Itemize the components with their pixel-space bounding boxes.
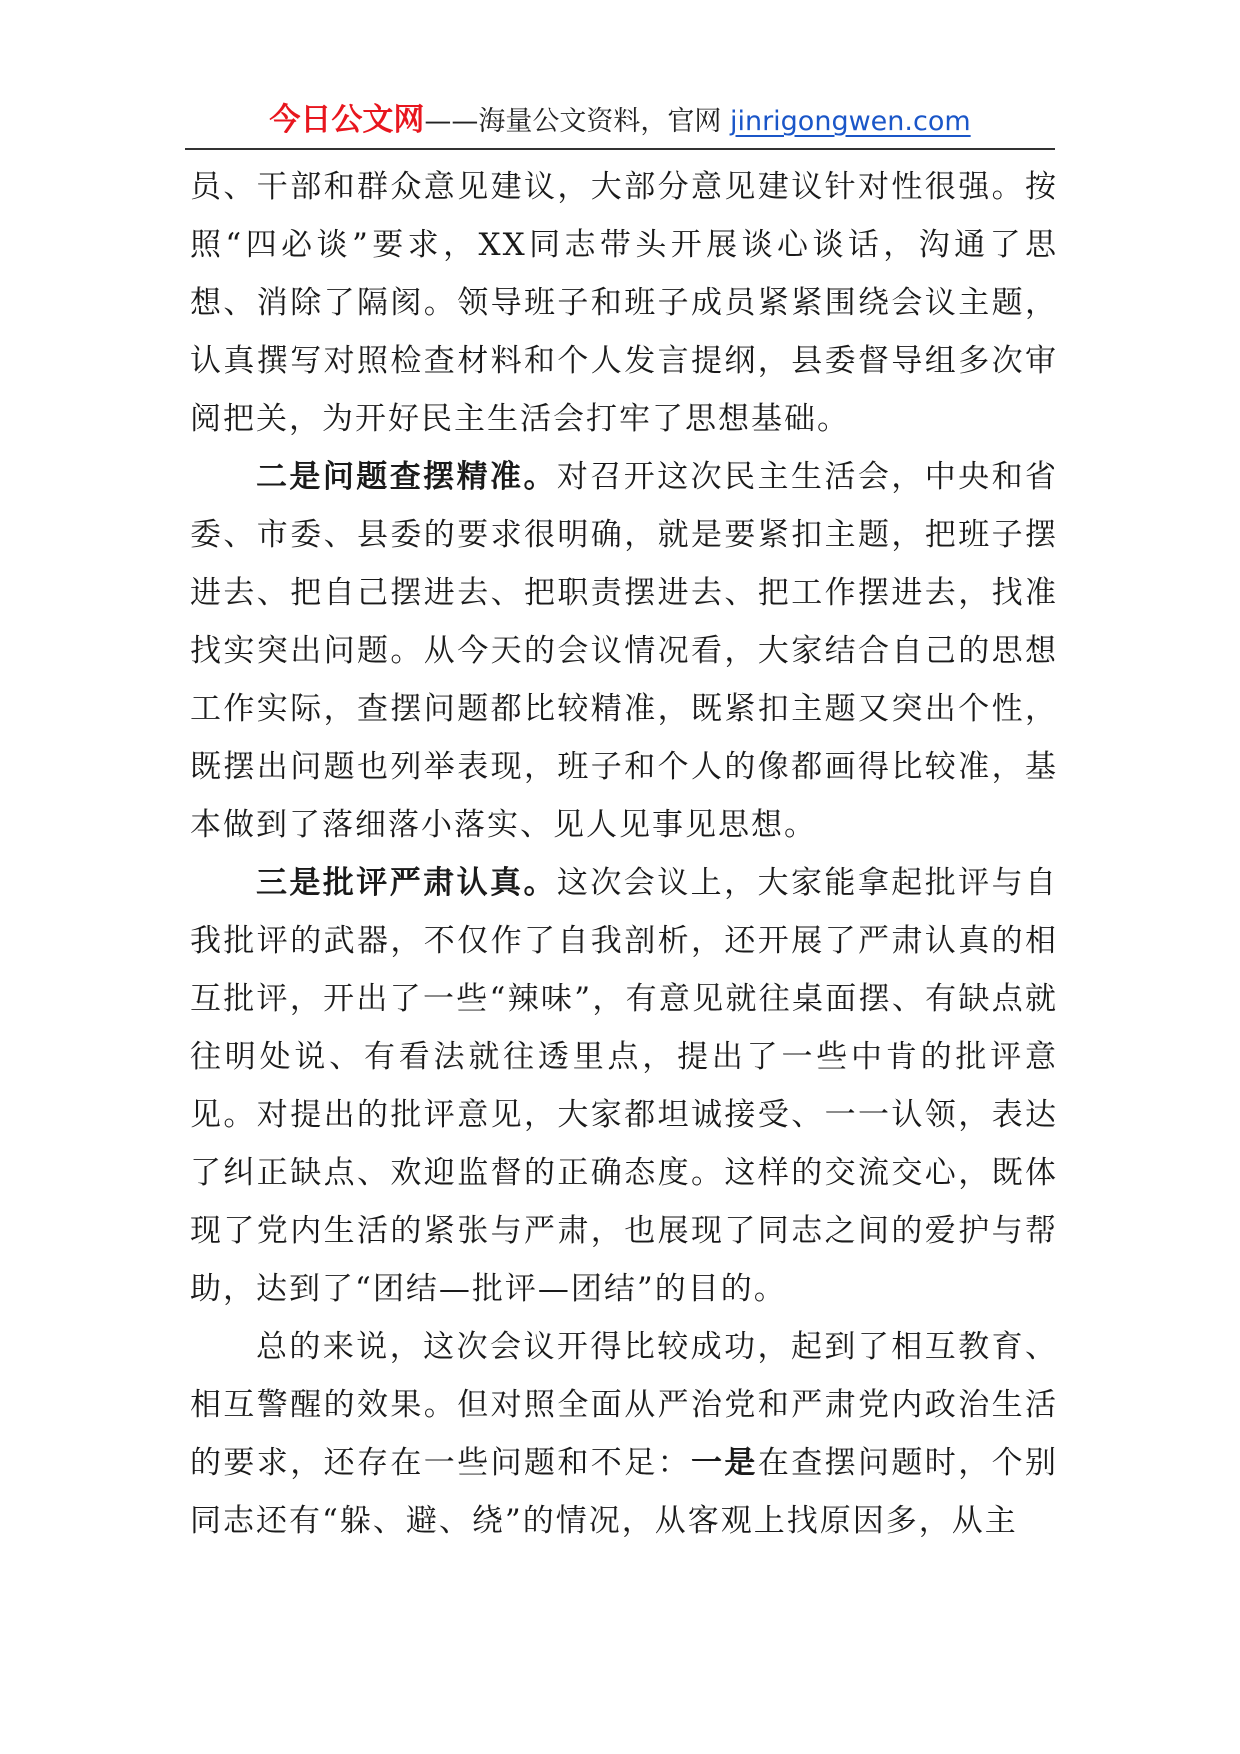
paragraph-lead: 二是问题查摆精准。: [256, 459, 557, 495]
paragraph-4: [190, 1318, 1058, 1550]
page-header: [0, 100, 1240, 142]
document-body: [190, 158, 1058, 1550]
brand-name: 今日公文网: [269, 102, 425, 138]
paragraph-text: 这次会议上，大家能拿起批评与自我批评的武器，不仅作了自我剖析，还开展了严肃认真的相互批评，开出了一些“辣味”，有意见就往桌面摆、有缺点就往明处说、有看法就往透里点，提出了一些中肯的批评意见。对提出的批评意见，大家都坦诚接受、一一认领，表达了纠正缺点、欢迎监督的正确态度。这样的交流交心，既体现了党内生活的紧张与严肃，也展现了同志之间的爱护与帮助，达到了“团结—批评—团结”的目的。: [190, 865, 1059, 1307]
paragraph-text: 总的来说，这次会议开得比较成功，起到了相互教育、相互警醒的效果。但对照全面从严治党和严肃党内政治生活的要求，还存在一些问题和不足：: [190, 1329, 1058, 1481]
paragraph-lead: 三是批评严肃认真。: [256, 865, 557, 901]
paragraph-text: 员、干部和群众意见建议，大部分意见建议针对性很强。按照“四必谈”要求，XX同志带头开展谈心谈话，沟通了思想、消除了隔阂。领导班子和班子成员紧紧围绕会议主题，认真撰写对照检查材料和个人发言提纲，县委督导组多次审阅把关，为开好民主生活会打牢了思想基础。: [190, 169, 1058, 437]
paragraph-text: 对召开这次民主生活会，中央和省委、市委、县委的要求很明确，就是要紧扣主题，把班子摆进去、把自己摆进去、把职责摆进去、把工作摆进去，找准找实突出问题。从今天的会议情况看，大家结合自己的思想工作实际，查摆问题都比较精准，既紧扣主题又突出个性，既摆出问题也列举表现，班子和个人的像都画得比较准，基本做到了落细落小落实、见人见事见思想。: [190, 459, 1059, 843]
paragraph-1: [190, 158, 1058, 448]
header-tagline: ——海量公文资料，官网: [424, 106, 730, 137]
paragraph-2: [190, 448, 1058, 854]
website-link[interactable]: jinrigongwen.com: [729, 106, 971, 137]
header-divider: [185, 148, 1055, 150]
paragraph-3: [190, 854, 1058, 1318]
paragraph-emphasis: 一是: [691, 1445, 758, 1481]
paragraph-text: 在查摆问题时，个别同志还有“躲、避、绕”的情况，从客观上找原因多，从主: [190, 1445, 1059, 1539]
